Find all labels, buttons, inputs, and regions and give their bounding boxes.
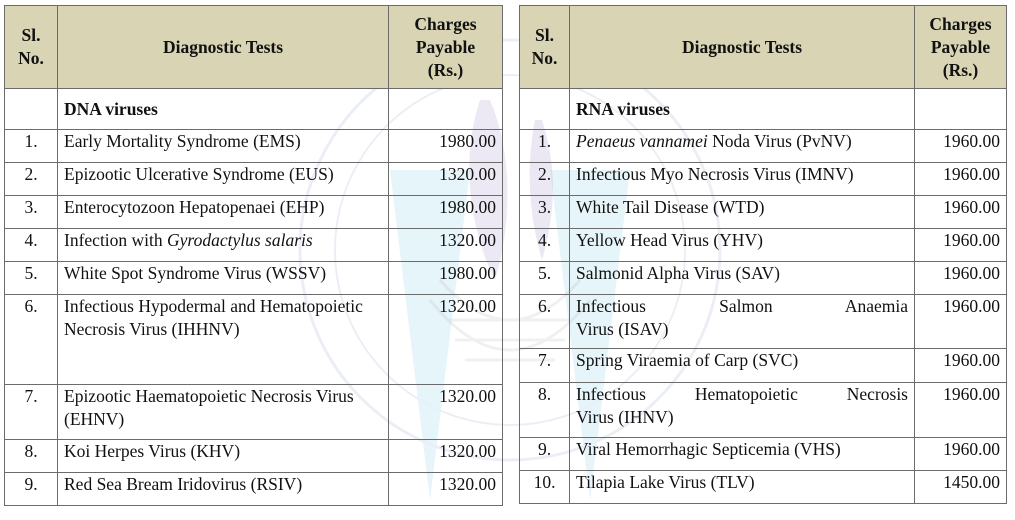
table-row: 8. Koi Herpes Virus (KHV) 1320.00 (5, 440, 503, 473)
dna-fees-table (4, 5, 503, 506)
table-row: 3. White Tail Disease (WTD) 1960.00 (520, 196, 1007, 229)
table-row: 1. Penaeus vannamei Noda Virus (PvNV) 1960.00 (520, 130, 1007, 163)
table-row: 4. Infection with Gyrodactylus salaris 1320.00 (5, 229, 503, 262)
charges-header: Charges Payable (Rs.) (915, 6, 1007, 89)
table-row: 4. Yellow Head Virus (YHV) 1960.00 (520, 229, 1007, 262)
table-row: 5. Salmonid Alpha Virus (SAV) 1960.00 (520, 262, 1007, 295)
table-row: 7. Spring Viraemia of Carp (SVC) 1960.00 (520, 349, 1007, 383)
table-row: 10. Tilapia Lake Virus (TLV) 1450.00 (520, 471, 1007, 504)
header-row (5, 6, 503, 89)
table-row: 1. Early Mortality Syndrome (EMS) 1980.00 (5, 130, 503, 163)
table-row: 6. Infectious Hypodermal and Hematopoietic Necrosis Virus (IHHNV) 1320.00 (5, 295, 503, 385)
charges-header: Charges Payable (Rs.) (389, 6, 503, 89)
table-row: 6. Infectious Salmon Anaemia Virus (ISAV) 1960.00 (520, 295, 1007, 349)
table-row: 5. White Spot Syndrome Virus (WSSV) 1980.00 (5, 262, 503, 295)
diagnostic-tests-header: Diagnostic Tests (570, 6, 915, 89)
table-row: 8. Infectious Hematopoietic Necrosis Virus (IHNV) 1960.00 (520, 383, 1007, 438)
table-row: 3. Enterocytozoon Hepatopenaei (EHP) 1980.00 (5, 196, 503, 229)
sl-no-header: Sl. No. (5, 6, 58, 89)
category-row (5, 89, 503, 130)
category-label: DNA viruses (58, 89, 389, 130)
table-row: 9. Red Sea Bream Iridovirus (RSIV) 1320.00 (5, 473, 503, 506)
table-row: 9. Viral Hemorrhagic Septicemia (VHS) 1960.00 (520, 438, 1007, 471)
category-label: RNA viruses (570, 89, 915, 130)
category-row (520, 89, 1007, 130)
table-row: 2. Epizootic Ulcerative Syndrome (EUS) 1320.00 (5, 163, 503, 196)
table-row: 2. Infectious Myo Necrosis Virus (IMNV) 1960.00 (520, 163, 1007, 196)
header-row (520, 6, 1007, 89)
table-row: 7. Epizootic Haematopoietic Necrosis Virus (EHNV) 1320.00 (5, 385, 503, 440)
diagnostic-tests-header: Diagnostic Tests (58, 6, 389, 89)
rna-fees-table (519, 5, 1007, 504)
sl-no-header: Sl. No. (520, 6, 570, 89)
